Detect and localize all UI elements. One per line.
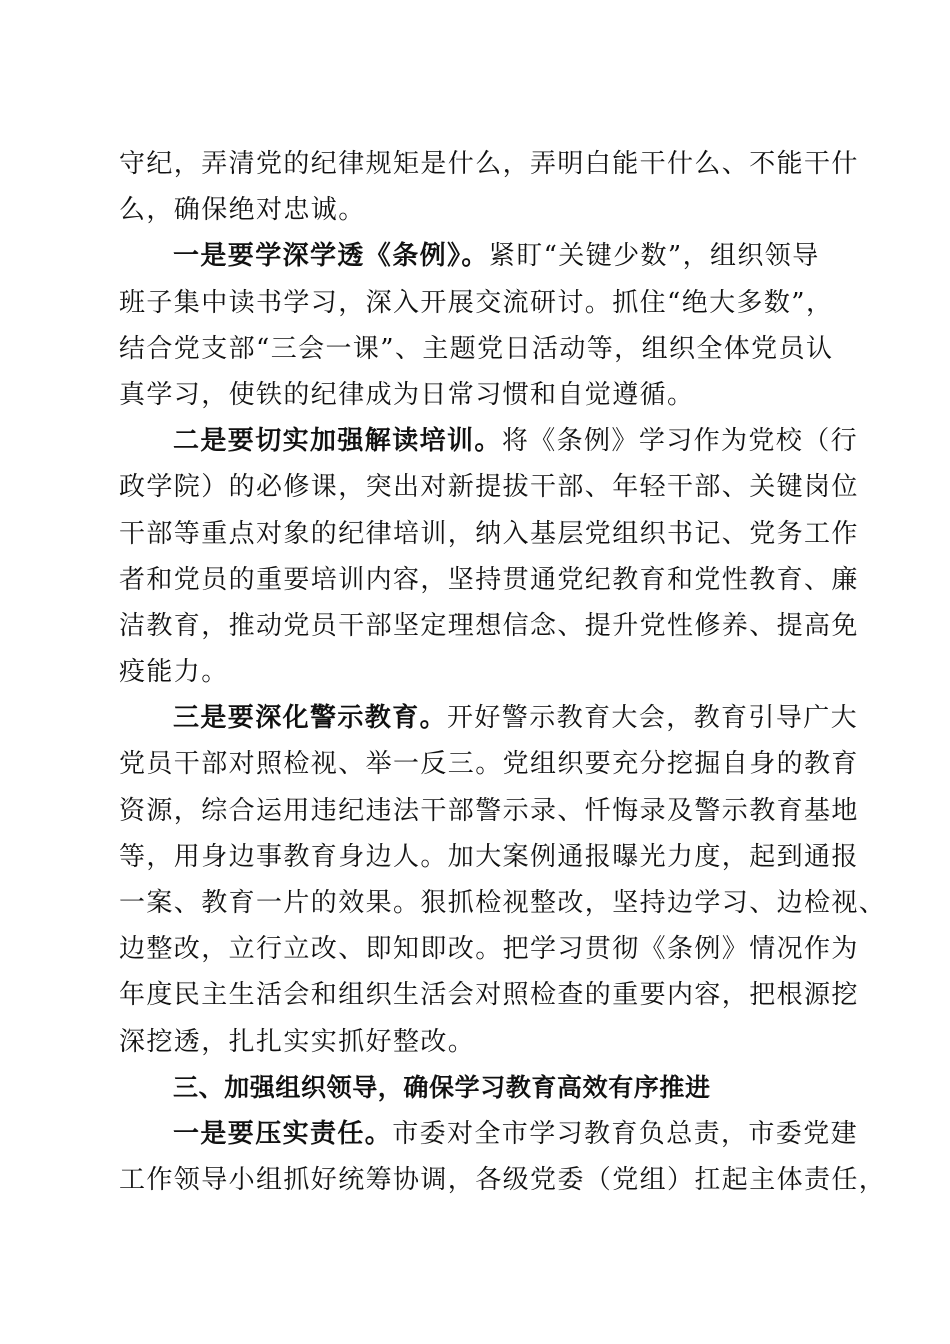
para-two-line: 政学院）的必修课，突出对新提拔干部、年轻干部、关键岗位 xyxy=(119,472,859,503)
document-body xyxy=(119,141,887,1203)
para-three-line: 等，用身边事教育身边人。加大案例通报曝光力度，起到通报 xyxy=(119,841,859,872)
para-three-lead: 三是要深化警示教育。 xyxy=(173,703,448,734)
intro-line-2: 么，确保绝对忠诚。 xyxy=(119,195,366,226)
para-three-line: 深挖透，扎扎实实抓好整改。 xyxy=(119,1026,476,1057)
para-two-lead: 二是要切实加强解读培训。 xyxy=(173,426,502,457)
para-one-first-rest: 紧盯“关键少数”，组织领导 xyxy=(488,241,820,272)
para-one-first-line xyxy=(119,233,835,279)
para-three-first-rest: 开好警示教育大会，教育引导广大 xyxy=(447,703,859,734)
para-one-line: 真学习，使铁的纪律成为日常习惯和自觉遵循。 xyxy=(119,379,695,410)
para-four-lead: 一是要压实责任。 xyxy=(173,1118,393,1149)
para-three-line: 党员干部对照检视、举一反三。党组织要充分挖掘自身的教育 xyxy=(119,749,859,780)
para-four-first-line xyxy=(119,1111,859,1157)
para-three-line: 一案、教育一片的效果。狠抓检视整改，坚持边学习、边检视、 xyxy=(119,888,887,918)
intro-line-1: 守纪，弄清党的纪律规矩是什么，弄明白能干什么、不能干什 xyxy=(119,149,859,179)
para-two-first-line xyxy=(119,418,859,464)
para-one-lead: 一是要学深学透《条例》。 xyxy=(173,241,489,272)
para-two-first-rest: 将《条例》学习作为党校（行 xyxy=(501,426,859,457)
para-three-line: 年度民主生活会和组织生活会对照检查的重要内容，把根源挖 xyxy=(119,980,859,1011)
section-heading: 三、加强组织领导，确保学习教育高效有序推进 xyxy=(173,1072,711,1102)
para-three-first-line xyxy=(119,695,859,741)
para-two-line: 者和党员的重要培训内容，坚持贯通党纪教育和党性教育、廉 xyxy=(119,564,859,595)
para-two-line: 干部等重点对象的纪律培训，纳入基层党组织书记、党务工作 xyxy=(119,518,859,549)
para-four-first-rest: 市委对全市学习教育负总责，市委党建 xyxy=(392,1118,859,1149)
para-one-line: 结合党支部“三会一课”、主题党日活动等，组织全体党员认 xyxy=(119,333,834,364)
para-four-line: 工作领导小组抓好统筹协调，各级党委（党组）扛起主体责任， xyxy=(119,1165,887,1196)
para-two-line: 洁教育，推动党员干部坚定理想信念、提升党性修养、提高免 xyxy=(119,610,859,641)
para-two-line: 疫能力。 xyxy=(119,657,229,688)
para-three-line: 边整改，立行立改、即知即改。把学习贯彻《条例》情况作为 xyxy=(119,934,859,965)
para-three-line: 资源，综合运用违纪违法干部警示录、忏悔录及警示教育基地 xyxy=(119,795,859,826)
para-one-line: 班子集中读书学习，深入开展交流研讨。抓住“绝大多数”， xyxy=(119,287,834,318)
